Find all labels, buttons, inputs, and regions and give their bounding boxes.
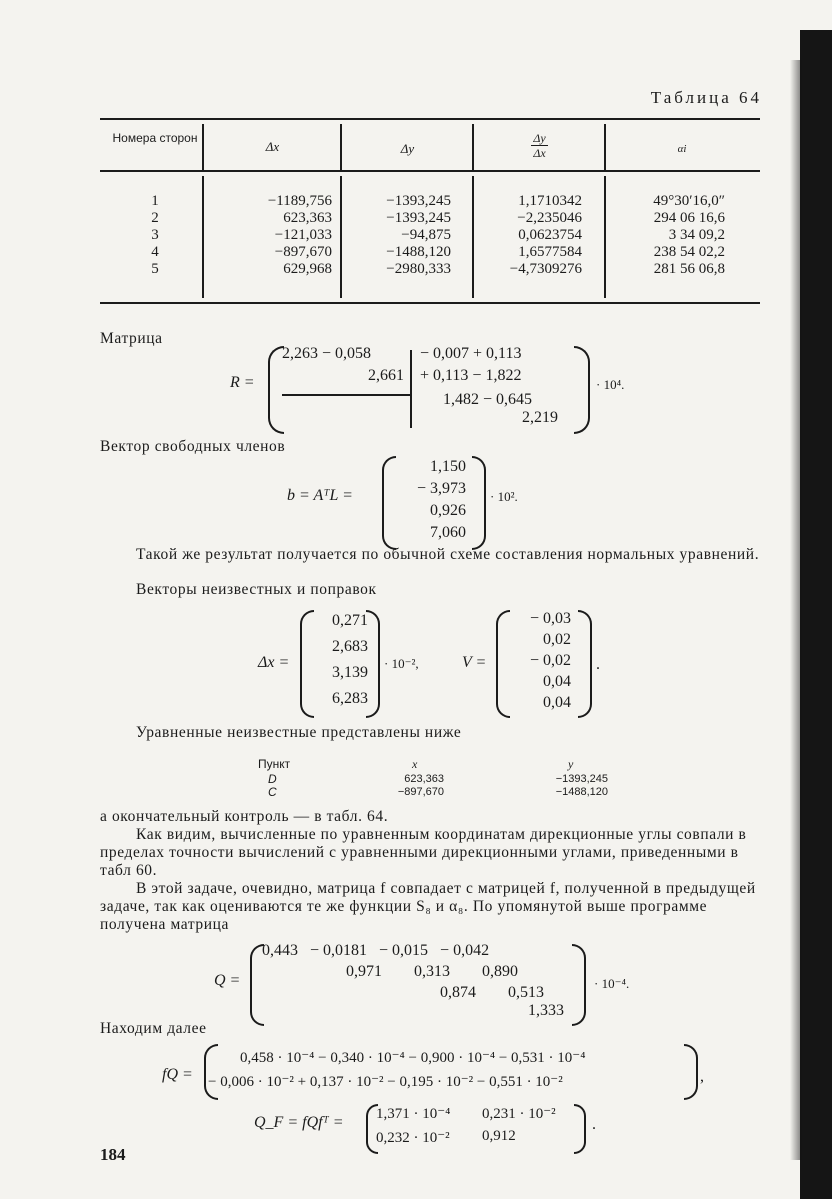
vec-v-cell: − 0,02 [529, 652, 571, 669]
col-dx-cell: 629,968 [283, 261, 332, 277]
matrix-q-row4: 1,333 [528, 1002, 564, 1019]
matrix-r-row2b: + 0,113 − 1,822 [420, 367, 522, 384]
paragraph-final-control: а окончательный контроль — в табл. 64. [100, 808, 389, 825]
vector-v-lhs: V = [462, 654, 487, 671]
header-side: Номера сторон [112, 131, 198, 145]
col-n-cell: 2 [151, 210, 159, 226]
col-alpha-cell: 281 56 06,8 [653, 261, 725, 277]
vec-b-cell: 7,060 [430, 524, 466, 541]
vec-dx-cell: 3,139 [332, 664, 368, 681]
fq-end: , [700, 1068, 704, 1085]
matrix-r-row2a: 2,661 [368, 367, 404, 384]
st-p-cell: C [268, 785, 277, 799]
st-x-cell: 623,363 [404, 773, 444, 785]
fq-row1: 0,458 · 10⁻⁴ − 0,340 · 10⁻⁴ − 0,900 · 10⁻⁴ − 0,531 · 10⁻⁴ [240, 1050, 586, 1066]
col-alpha-cell: 294 06 16,6 [653, 210, 725, 226]
st-y-cell: −1393,245 [555, 773, 608, 785]
st-y-cell: −1488,120 [555, 786, 608, 798]
qf-r2a: 0,232 · 10⁻² [376, 1130, 450, 1146]
matrix-r-row3b: 1,482 − 0,645 [443, 391, 533, 408]
col-ratio-cell: −4,7309276 [509, 261, 582, 277]
table-top-rule [100, 118, 760, 120]
col-alpha-cell: 49°30′16,0″ [653, 193, 725, 209]
col-dy [343, 193, 451, 278]
vec-dx-cell: 2,683 [332, 638, 368, 655]
col-ratio-cell: 0,0623754 [518, 227, 582, 243]
matrix-r-row4b: 2,219 [522, 409, 558, 426]
col-ratio-cell: −2,235046 [517, 210, 582, 226]
col-dx-cell: −1189,756 [267, 193, 332, 209]
scan-shadow [790, 60, 802, 1160]
matrix-q-row1: 0,443 − 0,0181 − 0,015 − 0,042 [262, 942, 490, 959]
qf-r1a: 1,371 · 10⁻⁴ [376, 1106, 451, 1122]
matrix-q-lhs: Q = [214, 972, 241, 989]
fq-row2: − 0,006 · 10⁻² + 0,137 · 10⁻² − 0,195 · 10⁻² − 0,551 · 10⁻² [208, 1074, 563, 1090]
qf-lhs: Q_F = fQfᵀ = [254, 1114, 344, 1131]
vec-v-cell: 0,04 [543, 694, 571, 711]
small-table-x [380, 773, 444, 799]
matrix-r-factor: · 10⁴. [596, 377, 625, 392]
vec-dx-cell: 0,271 [332, 612, 368, 629]
paragraph-normal-equations: Такой же результат получается по обычной схеме составления нормальных уравнений. [136, 546, 760, 563]
vec-v-cell: − 0,03 [529, 610, 571, 627]
col-alpha [607, 193, 725, 278]
col-side [120, 193, 190, 278]
st-x-cell: −897,670 [397, 786, 444, 798]
fq-lhs: fQ = [162, 1066, 193, 1083]
header-dx: Δx [265, 139, 280, 154]
header-ratio [475, 131, 604, 160]
matrix-r-lhs: R = [230, 374, 255, 391]
vector-b-lhs: b = AᵀL = [287, 487, 353, 504]
vec-b-cell: 1,150 [430, 458, 466, 475]
col-dx [205, 193, 332, 278]
vec-b-cell: − 3,973 [416, 480, 466, 497]
page-number: 184 [100, 1145, 126, 1164]
matrix-r-intro: Матрица [100, 330, 163, 347]
col-dx-cell: −897,670 [274, 244, 332, 260]
col-ratio [475, 193, 582, 278]
table-header-rule [100, 170, 760, 172]
st-p-cell: D [268, 772, 277, 786]
col-ratio-cell: 1,1710342 [518, 193, 582, 209]
qf-r1b: 0,231 · 10⁻² [482, 1106, 556, 1122]
adjusted-intro: Уравненные неизвестные представлены ниже [136, 724, 462, 741]
qf-r2b: 0,912 [482, 1128, 516, 1144]
col-dy-cell: −94,875 [401, 227, 451, 243]
col-dy-cell: −1393,245 [386, 210, 451, 226]
col-dx-cell: −121,033 [274, 227, 332, 243]
vector-dx-values [310, 608, 368, 712]
col-n-cell: 4 [151, 244, 159, 260]
vec-v-cell: 0,04 [543, 673, 571, 690]
small-table-y [530, 773, 608, 799]
small-table-points [268, 773, 277, 799]
matrix-q-factor: · 10⁻⁴. [594, 976, 630, 991]
matrix-r-row1a: 2,263 − 0,058 [282, 345, 372, 362]
header-ratio-num: Δy [533, 131, 546, 145]
vector-b-factor: · 10². [490, 489, 518, 504]
col-alpha-cell: 3 34 09,2 [668, 227, 725, 243]
matrix-q-row3: 0,874 0,513 [440, 984, 544, 1001]
vector-dx-factor: · 10⁻², [384, 656, 419, 671]
table-bottom-rule [100, 302, 760, 304]
small-table-header-y: y [568, 757, 574, 771]
col-alpha-cell: 238 54 02,2 [653, 244, 725, 260]
col-dy-cell: −2980,333 [386, 261, 451, 277]
paragraph-matrix-f: В этой задаче, очевидно, матрица f совпадает с матрицей f, полученной в предыдущей задаче, так как оцениваются те же функции S₈ и α₈. По упомянутой выше программе получена матрица [100, 880, 756, 933]
vector-b-values [394, 456, 466, 544]
col-n-cell: 5 [151, 261, 159, 277]
paragraph-comparison: Как видим, вычисленные по уравненным координатам дирекционные углы совпали в пределах точности вычислений с уравненными дирекционными углами, приведенными в табл 60. [100, 826, 747, 879]
col-n-cell: 1 [151, 193, 159, 209]
col-ratio-cell: 1,6577584 [518, 244, 582, 260]
vec-b-cell: 0,926 [430, 502, 466, 519]
header-ratio-den: Δx [533, 146, 546, 160]
header-alpha: αi [677, 143, 687, 155]
col-dy-cell: −1393,245 [386, 193, 451, 209]
qf-end: . [592, 1116, 596, 1133]
scan-dark-edge [800, 30, 832, 1199]
vec-dx-cell: 6,283 [332, 690, 368, 707]
header-dy: Δy [400, 141, 415, 156]
vectors-intro: Векторы неизвестных и поправок [136, 581, 377, 598]
further-text: Находим далее [100, 1020, 207, 1037]
vector-dx-lhs: Δx = [258, 654, 290, 671]
vector-v-end: . [596, 656, 600, 673]
table-caption: Таблица 64 [650, 88, 762, 107]
vec-v-cell: 0,02 [543, 631, 571, 648]
matrix-r-row1b: − 0,007 + 0,113 [420, 345, 522, 362]
vector-v-values [505, 608, 571, 713]
col-n-cell: 3 [151, 227, 159, 243]
small-table-header-x: x [412, 757, 418, 771]
vector-b-intro: Вектор свободных членов [100, 438, 286, 455]
matrix-q-row2: 0,971 0,313 0,890 [346, 963, 518, 980]
col-dy-cell: −1488,120 [386, 244, 451, 260]
small-table-header-point: Пункт [258, 757, 291, 771]
col-dx-cell: 623,363 [283, 210, 332, 226]
